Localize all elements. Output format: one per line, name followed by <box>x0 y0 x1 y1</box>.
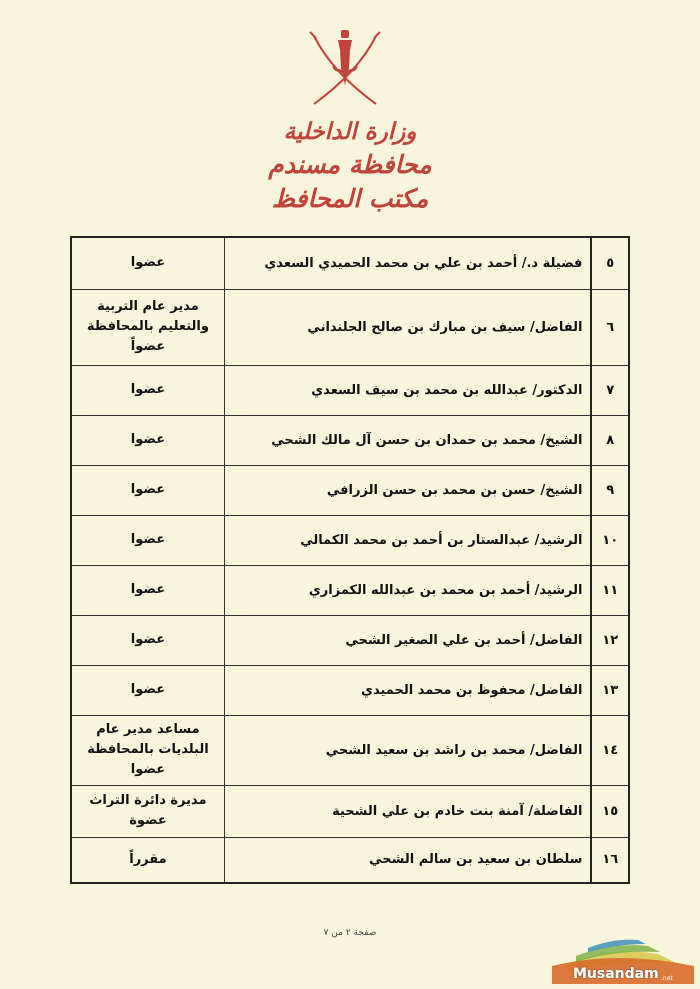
table-row <box>71 665 629 715</box>
row-number: ٨ <box>591 415 629 465</box>
role-line: عضوا <box>130 382 166 397</box>
row-number: ١٤ <box>591 715 629 785</box>
member-name: الفاضل/ أحمد بن علي الصغير الشحي <box>224 615 591 665</box>
table-row <box>71 465 629 515</box>
member-name: الرشيد/ أحمد بن محمد بن عبدالله الكمزاري <box>224 565 591 615</box>
table-row <box>71 785 629 837</box>
role-line: والتعليم بالمحافظة <box>86 319 209 334</box>
ministry-title: وزارة الداخلية <box>283 118 417 145</box>
role-line: عضوا <box>130 582 166 597</box>
role-line: عضوا <box>130 532 166 547</box>
table-row <box>71 837 629 883</box>
row-number: ٩ <box>591 465 629 515</box>
row-number: ١٢ <box>591 615 629 665</box>
role-line: عضوا <box>130 482 166 497</box>
watermark-site: Musandam <box>573 966 659 982</box>
member-name: الفاضل/ سيف بن مبارك بن صالح الجلنداني <box>224 289 591 365</box>
role-line: مديرة دائرة التراث <box>89 793 207 808</box>
role-line: عضوا <box>130 255 166 271</box>
khanjar-emblem-icon <box>302 22 388 112</box>
member-name: الفاضل/ محفوظ بن محمد الحميدي <box>224 665 591 715</box>
role-line: عضوا <box>130 432 166 447</box>
members-table <box>70 236 630 884</box>
member-name: الشيخ/ محمد بن حمدان بن حسن آل مالك الشحي <box>224 415 591 465</box>
row-number: ١٦ <box>591 837 629 883</box>
member-role <box>71 289 224 365</box>
member-role <box>71 785 224 837</box>
member-name: الشيخ/ حسن بن محمد بن حسن الزرافي <box>224 465 591 515</box>
member-role <box>71 365 224 415</box>
role-line: عضوة <box>129 813 167 828</box>
member-role <box>71 565 224 615</box>
member-role <box>71 465 224 515</box>
table-row <box>71 289 629 365</box>
row-number: ٥ <box>591 237 629 289</box>
role-line: مساعد مدير عام <box>96 722 200 737</box>
governorate-title: محافظة مسندم <box>268 150 432 179</box>
role-line: البلديات بالمحافظة <box>87 742 209 757</box>
member-role <box>71 237 224 289</box>
row-number: ٦ <box>591 289 629 365</box>
role-line: مدير عام التربية <box>97 299 199 314</box>
table-row <box>71 237 629 289</box>
role-line: عضوا <box>130 682 166 697</box>
row-number: ١٣ <box>591 665 629 715</box>
row-number: ١٥ <box>591 785 629 837</box>
role-line: عضواً <box>130 339 166 354</box>
member-name: الرشيد/ عبدالستار بن أحمد بن محمد الكمالي <box>224 515 591 565</box>
member-role <box>71 715 224 785</box>
member-name: فضيلة د./ أحمد بن علي بن محمد الحميدي السعدي <box>224 237 591 289</box>
member-role <box>71 837 224 883</box>
role-line: عضوا <box>130 762 166 777</box>
member-role <box>71 665 224 715</box>
page-number: صفحة ٢ من ٧ <box>323 928 377 938</box>
table-row <box>71 365 629 415</box>
member-name: الدكتور/ عبدالله بن محمد بن سيف السعدي <box>224 365 591 415</box>
member-role <box>71 615 224 665</box>
row-number: ١٠ <box>591 515 629 565</box>
role-line: مقرراً <box>129 851 167 867</box>
member-role <box>71 415 224 465</box>
table-row <box>71 415 629 465</box>
member-name: الفاضل/ محمد بن راشد بن سعيد الشحي <box>224 715 591 785</box>
office-title: مكتب المحافظ <box>271 184 429 213</box>
table-row <box>71 515 629 565</box>
member-name: سلطان بن سعيد بن سالم الشحي <box>224 837 591 883</box>
row-number: ٧ <box>591 365 629 415</box>
member-role <box>71 515 224 565</box>
member-name: الفاضلة/ آمنة بنت خادم بن علي الشحية <box>224 785 591 837</box>
role-line: عضوا <box>130 632 166 647</box>
watermark-tld: .net <box>661 975 673 982</box>
row-number: ١١ <box>591 565 629 615</box>
table-row <box>71 565 629 615</box>
table-row <box>71 615 629 665</box>
table-row <box>71 715 629 785</box>
